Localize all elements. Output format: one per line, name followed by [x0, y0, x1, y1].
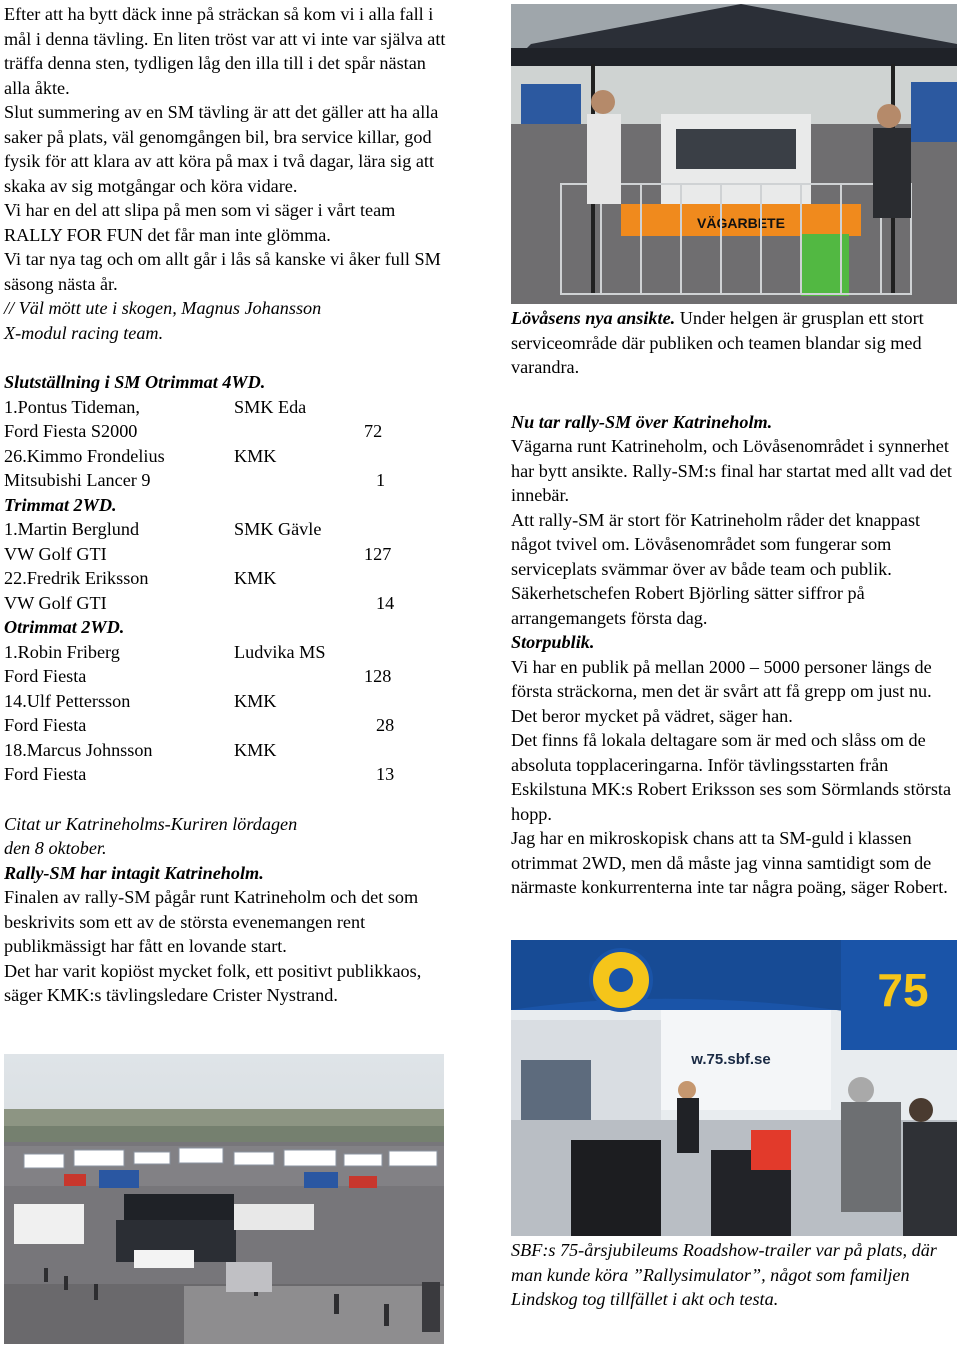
standings-row: 1.Pontus Tideman, SMK Eda: [4, 396, 307, 417]
standings-row: Mitsubishi Lancer 9 1: [4, 470, 386, 490]
article2-paragraph-5: Jag har en mikroskopisk chans att ta SM-guld i klassen otrimmat 2WD, men då måste jag vinna samtidigt som de närmaste konkurrenterna inte tar några poäng, säger Robert.: [511, 828, 948, 897]
standings-row: 1.Martin Berglund SMK Gävle: [4, 519, 322, 539]
standings-row: Ford Fiesta 13: [4, 764, 395, 784]
standings-heading: Otrimmat 2WD.: [4, 617, 125, 637]
intro-paragraph-3: Vi har en del att slipa på men som vi säger i vårt team RALLY FOR FUN det får man inte glömma.: [4, 200, 396, 245]
article2-paragraph-3: Vi har en publik på mellan 2000 – 5000 personer längs de första sträckorna, men det är svårt att få grepp om just nu. Det beror mycket på vädret, säger han.: [511, 656, 932, 726]
standings-row: 1.Robin Friberg Ludvika MS: [4, 641, 326, 662]
standings-row: 14.Ulf Pettersson KMK: [4, 690, 277, 711]
signature-line-1: // Väl mött ute i skogen, Magnus Johansson: [4, 298, 322, 318]
standings-row: Ford Fiesta 28: [4, 715, 395, 735]
intro-paragraph-1: Efter att ha bytt däck inne på sträckan så kom vi i alla fall i mål i denna tävling. En liten tröst var att vi inte var själva att träffa denna sten, tydligen låg den illa till i det spår nästan alla åkte.: [4, 4, 446, 98]
left-column: [4, 2, 456, 1008]
photo1-caption-title: Lövåsens nya ansikte.: [511, 308, 676, 328]
article2-heading: Nu tar rally-SM över Katrineholm.: [511, 411, 773, 432]
article-paragraph-1: Finalen av rally-SM pågår runt Katrineholm och det som beskrivits som ett av de största evenemangen rent publikmässigt har fått en lovande start.: [4, 887, 419, 956]
standings-row: VW Golf GTI 127: [4, 543, 392, 564]
anniversary-logo-text: 75: [877, 964, 929, 1016]
citation-line-2: den 8 oktober.: [4, 838, 107, 858]
roadshow-trailer-photo: [511, 940, 957, 1236]
intro-paragraph-4: Vi tar nya tag och om allt går i lås så kanske vi åker full SM säsong nästa år.: [4, 249, 441, 294]
right-column-upper: [511, 306, 957, 900]
standings-row: 22.Fredrik Eriksson KMK: [4, 568, 277, 588]
article2-paragraph-2: Att rally-SM är stort för Katrineholm råder det knappast något tvivel om. Lövåsenområdet som fungerar som serviceplats svämmar över av både team och publik. Säkerhetschefen Robert Björling sätter siffror på arrangemangets första dag.: [511, 509, 921, 628]
signature-line-2: X-modul racing team.: [4, 322, 164, 343]
photo1-caption-text: Under helgen är grusplan ett stort serviceområde där publiken och teamen blandar sig med varandra.: [511, 308, 924, 377]
standings-row: 18.Marcus Johnsson KMK: [4, 739, 277, 760]
photo3-caption-block: [511, 1238, 957, 1312]
standings-row: VW Golf GTI 14: [4, 592, 395, 613]
article2-paragraph-4: Det finns få lokala deltagare som är med och slåss om de absoluta topplaceringarna. Inför tävlingsstarten från Eskilstuna MK:s Robert Eriksson ses som Sörmlands största hopp.: [511, 730, 952, 824]
intro-paragraph-2: Slut summering av en SM tävling är att det gäller att ha alla saker på plats, väl genomgången bil, bra service killar, god fysik för att klara av att köra på max i två dagar, lära sig att skaka av sig motgångar och köra vidare.: [4, 102, 439, 196]
storpublik-heading: Storpublik.: [511, 632, 595, 652]
service-park-photo: [4, 1054, 444, 1344]
photo3-caption: SBF:s 75-årsjubileums Roadshow-trailer var på plats, där man kunde köra ”Rallysimulator”, något som familjen Lindskog tog tillfället i akt och testa.: [511, 1240, 937, 1309]
road-sign-text: VÄGARBETE: [697, 215, 785, 231]
website-banner-text: w.75.sbf.se: [691, 1051, 771, 1068]
article2-paragraph-1: Vägarna runt Katrineholm, och Lövåsenområdet i synnerhet har bytt ansikte. Rally-SM:s final har startat med allt vad det innebär.: [511, 436, 952, 505]
photo1-caption: [511, 306, 957, 380]
standings-row: 26.Kimmo Frondelius KMK: [4, 445, 277, 466]
standings-row: Ford Fiesta S2000 72: [4, 421, 383, 441]
service-tent-photo: [511, 4, 957, 304]
standings-heading: Slutställning i SM Otrimmat 4WD.: [4, 372, 266, 392]
standings-row: Ford Fiesta 128: [4, 666, 392, 686]
article-heading: Rally-SM har intagit Katrineholm.: [4, 862, 264, 883]
standings-heading: Trimmat 2WD.: [4, 494, 117, 515]
citation-line-1: Citat ur Katrineholms-Kuriren lördagen: [4, 813, 298, 834]
article-paragraph-2: Det har varit kopiöst mycket folk, ett positivt publikkaos, säger KMK:s tävlingsledare Crister Nystrand.: [4, 960, 422, 1005]
standings: [4, 370, 456, 787]
